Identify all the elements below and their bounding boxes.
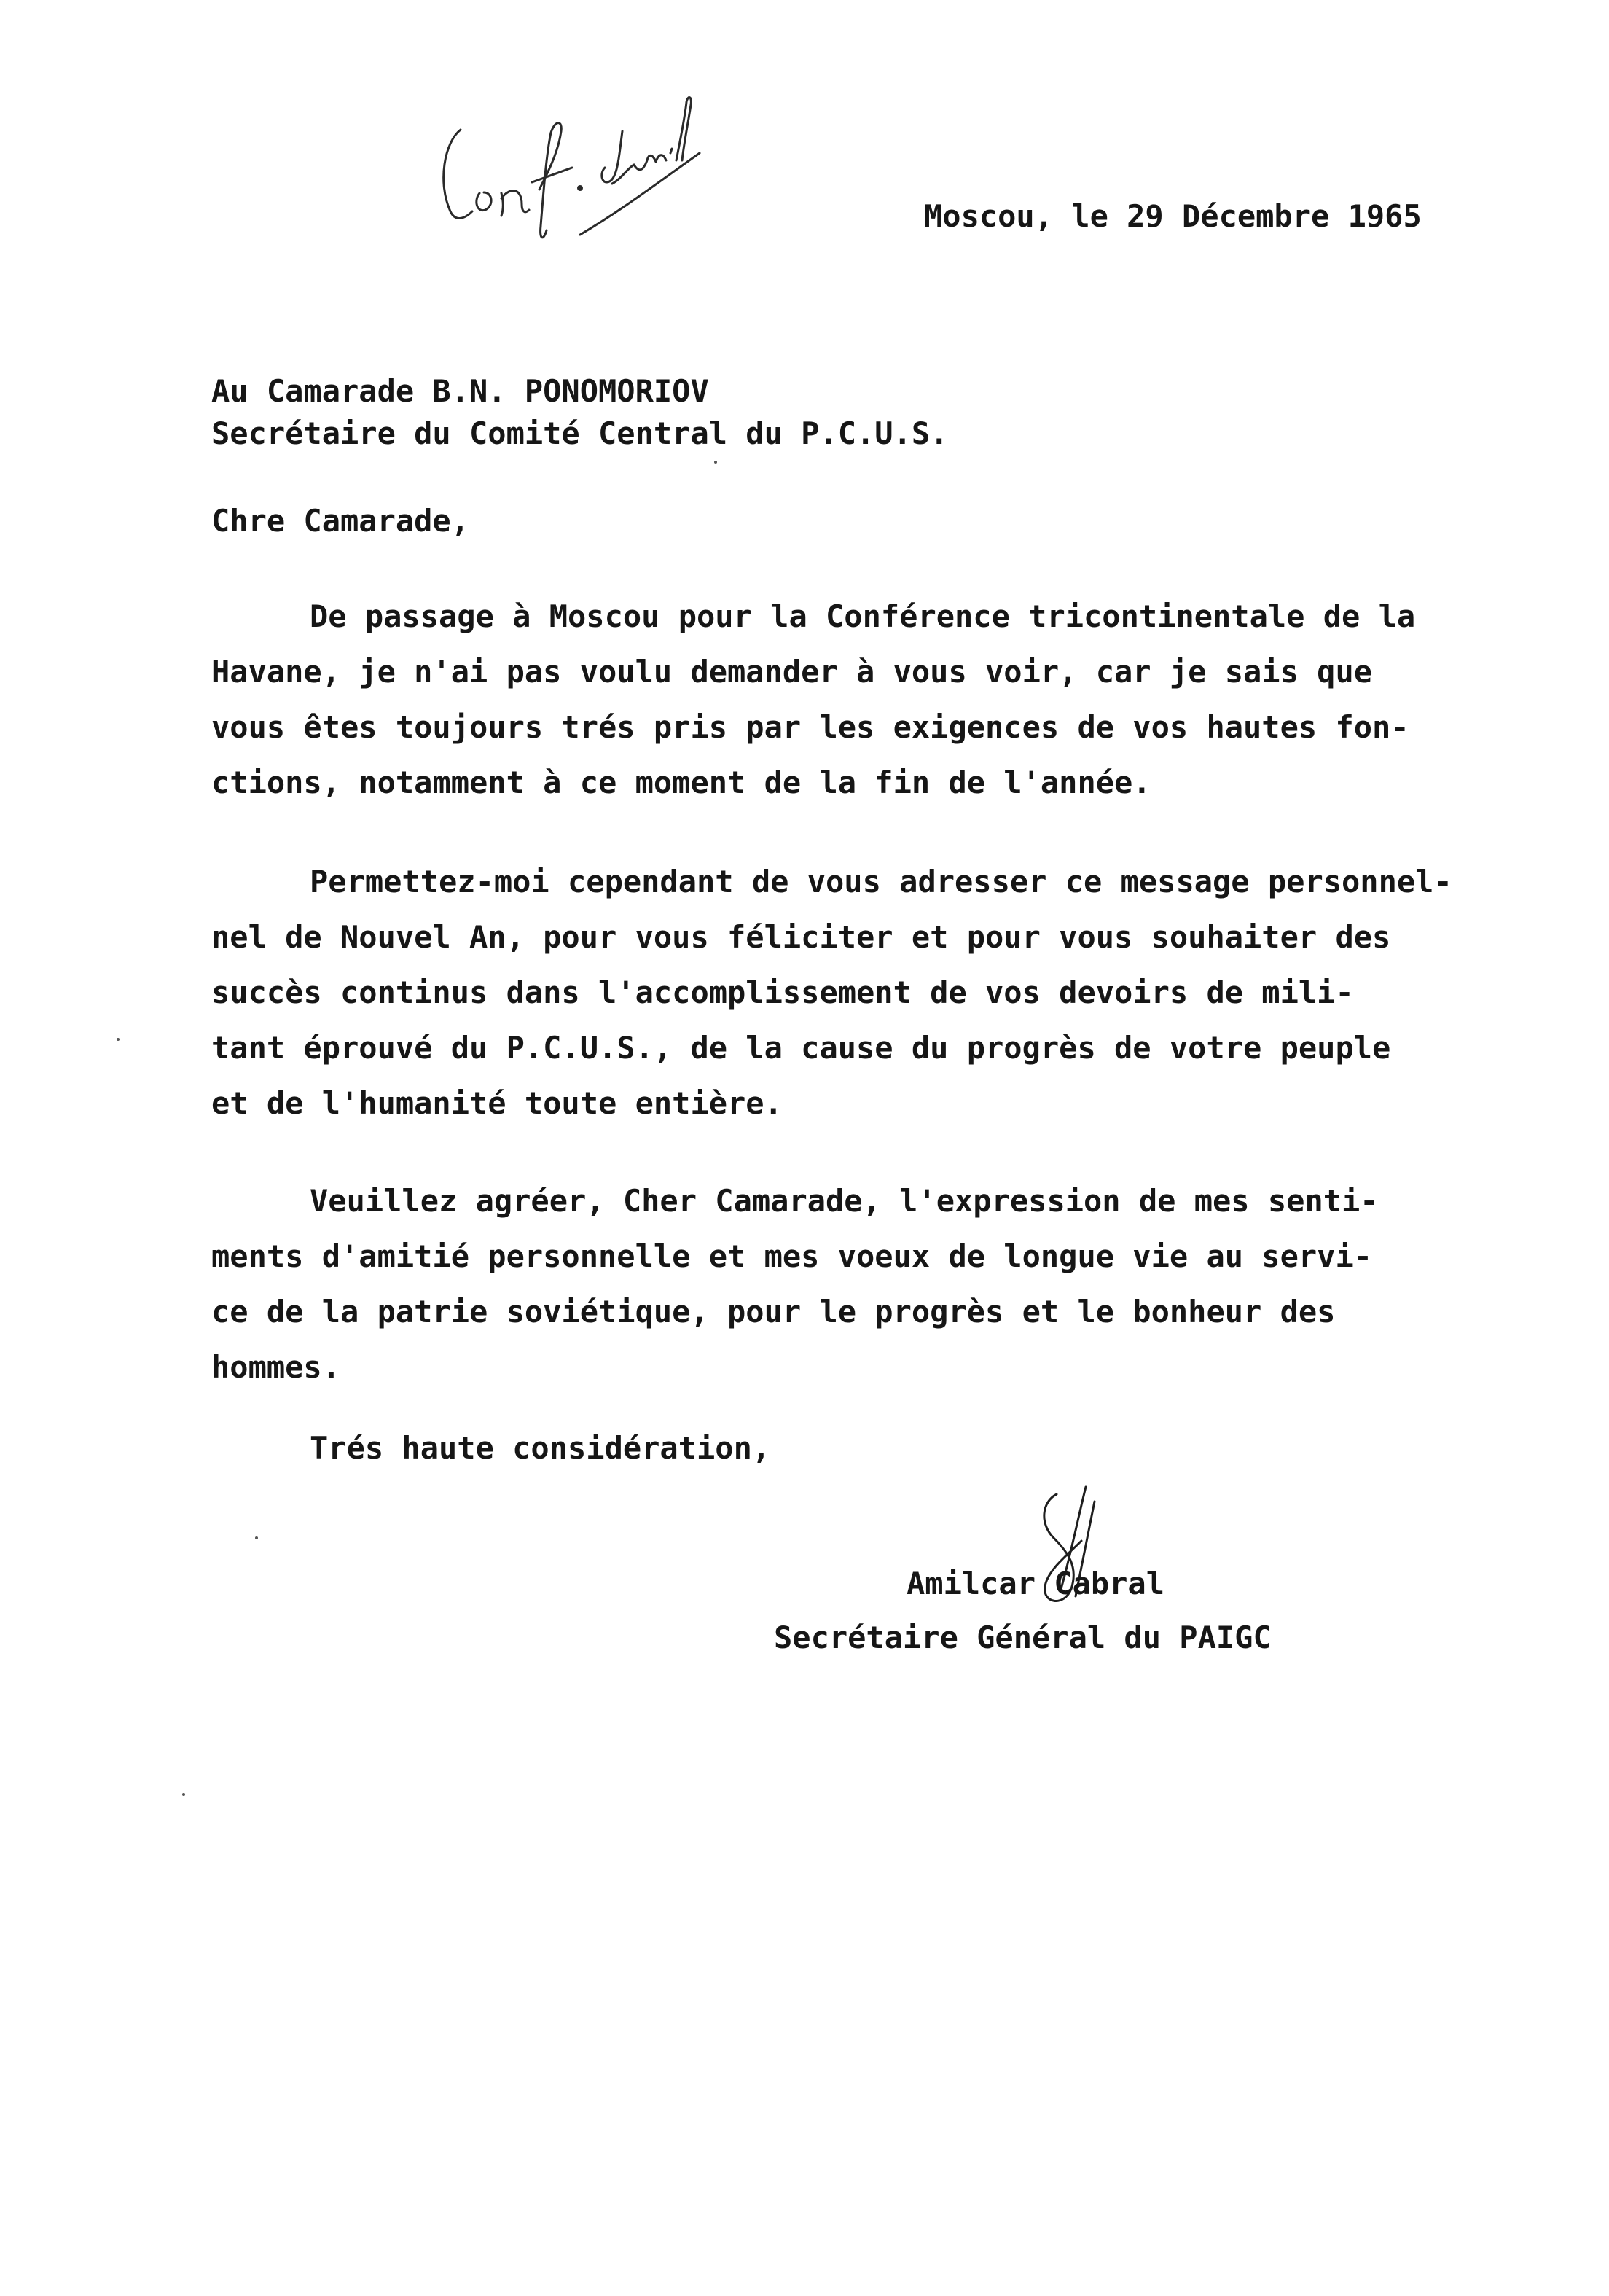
addressee-name: Au Camarade B.N. PONOMORIOV	[211, 373, 709, 409]
paragraph-2	[211, 854, 1452, 1131]
paragraph-line: Veuillez agréer, Cher Camarade, l'expression de mes senti-	[310, 1183, 1379, 1219]
letter-date: Moscou, le 29 Décembre 1965	[924, 198, 1422, 234]
paragraph-line: Permettez-moi cependant de vous adresser ce message personnel-	[310, 864, 1452, 899]
signer-name: Amilcar Cabral	[907, 1566, 1165, 1601]
paragraph-line: tant éprouvé du P.C.U.S., de la cause du progrès de votre peuple	[211, 1030, 1391, 1066]
paragraph-line: nel de Nouvel An, pour vous féliciter et pour vous souhaiter des	[211, 919, 1391, 955]
paragraph-line: hommes.	[211, 1349, 341, 1385]
addressee-block	[211, 370, 948, 455]
paper-speck	[255, 1536, 258, 1539]
paragraph-3	[211, 1174, 1379, 1395]
paragraph-1	[211, 589, 1415, 811]
addressee-title: Secrétaire du Comité Central du P.C.U.S.	[211, 415, 949, 451]
handwritten-annotation-mark	[415, 44, 751, 248]
paragraph-line: ctions, notamment à ce moment de la fin de l'année.	[211, 765, 1151, 800]
paragraph-line: ce de la patrie soviétique, pour le progrès et le bonheur des	[211, 1294, 1336, 1329]
signature-mark-icon	[1013, 1480, 1122, 1625]
salutation: Chre Camarade,	[211, 503, 470, 539]
paper-speck	[182, 1793, 185, 1796]
paragraph-line: Havane, je n'ai pas voulu demander à vous voir, car je sais que	[211, 654, 1373, 690]
paragraph-line: succès continus dans l'accomplissement de vos devoirs de mili-	[211, 975, 1354, 1010]
handwritten-signature	[1013, 1480, 1122, 1625]
paper-speck	[117, 1038, 120, 1041]
paragraph-line: et de l'humanité toute entière.	[211, 1085, 783, 1121]
signer-title: Secrétaire Général du PAIGC	[774, 1620, 1272, 1655]
paper-speck	[714, 461, 717, 464]
paragraph-line: De passage à Moscou pour la Conférence tricontinentale de la	[310, 598, 1416, 634]
closing-line: Trés haute considération,	[310, 1430, 771, 1466]
handwritten-annotation	[415, 44, 751, 248]
paragraph-line: ments d'amitié personnelle et mes voeux de longue vie au servi-	[211, 1238, 1373, 1274]
paragraph-line: vous êtes toujours trés pris par les exigences de vos hautes fon-	[211, 709, 1409, 745]
